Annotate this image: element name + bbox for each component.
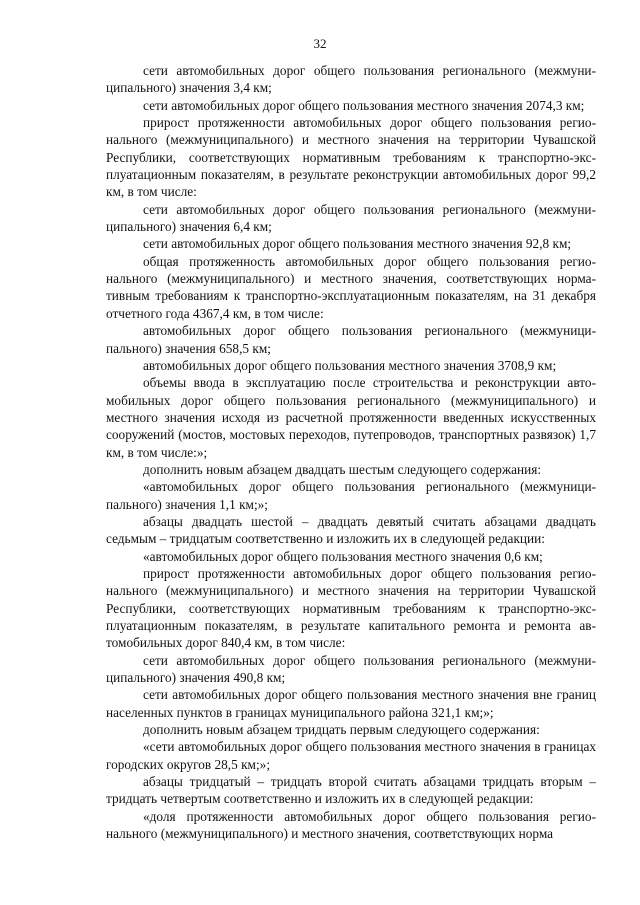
paragraph: абзацы тридцатый – тридцать второй считать абзацами тридцать вторым – тридцать четвертым соответственно и изложить их в следующей редакции: [106, 774, 596, 807]
paragraph: автомобильных дорог общего пользования регионального (межмуниципального) значения 658,5 км; [106, 323, 596, 356]
paragraph: сети автомобильных дорог общего пользования местного значения вне границ населенных пунктов в границах муниципального района 321,1 км;»; [106, 687, 596, 720]
paragraph: объемы ввода в эксплуатацию после строительства и реконструкции автомобильных дорог общего пользования регионального (межмуниципального) и местного значения исходя из расчетной протяженности введенных искусственных сооружений (мостов, мостовых переходов, путепроводов, транспортных развязок) 1,7 км, в том числе:»; [106, 375, 596, 460]
paragraph: абзацы двадцать шестой – двадцать девятый считать абзацами двадцать седьмым – тридцатым соответственно и изложить их в следующей редакции: [106, 513, 596, 547]
paragraph: «сети автомобильных дорог общего пользования местного значения в границах городских округов 28,5 км;»; [106, 739, 596, 772]
document-body [106, 62, 596, 842]
page-number: 32 [313, 36, 327, 51]
paragraph: дополнить новым абзацем тридцать первым следующего содержания: [143, 722, 540, 738]
paragraph: дополнить новым абзацем двадцать шестым следующего содержания: [143, 461, 542, 477]
paragraph: сети автомобильных дорог общего пользования местного значения 92,8 км; [143, 236, 572, 252]
paragraph: сети автомобильных дорог общего пользования регионального (межмуниципального) значения 6,4 км; [106, 201, 596, 235]
paragraph: «доля протяженности автомобильных дорог общего пользования регионального (межмуниципального) и местного значения, соответствующих норма [106, 808, 596, 842]
paragraph: «автомобильных дорог общего пользования регионального (межмуниципального) значения 1,1 км;»; [106, 479, 596, 512]
paragraph: прирост протяженности автомобильных дорог общего пользования регионального (межмуниципального) и местного значения на территории Чувашской Республики, соответствующих нормативным требованиям к транспортно-эксплуатационным показателям, в результате капитального ремонта и ремонта автомобильных дорог 840,4 км, в том числе: [106, 565, 596, 651]
paragraph: прирост протяженности автомобильных дорог общего пользования регионального (межмуниципального) и местного значения на территории Чувашской Республики, соответствующих нормативным требованиям к транспортно-эксплуатационным показателям, в результате реконструкции автомобильных дорог 99,2 км, в том числе: [106, 115, 596, 200]
paragraph: сети автомобильных дорог общего пользования местного значения 2074,3 км; [143, 97, 585, 113]
paragraph: сети автомобильных дорог общего пользования регионального (межмуниципального) значения 3,4 км; [106, 63, 596, 96]
paragraph: «автомобильных дорог общего пользования местного значения 0,6 км; [143, 548, 543, 564]
paragraph: сети автомобильных дорог общего пользования регионального (межмуниципального) значения 490,8 км; [106, 652, 596, 686]
paragraph: автомобильных дорог общего пользования местного значения 3708,9 км; [143, 357, 557, 373]
paragraph: общая протяженность автомобильных дорог общего пользования регионального (межмуниципального) и местного значения, соответствующих нормативным требованиям к транспортно-эксплуатационным показателям, на 31 декабря отчетного года 4367,4 км, в том числе: [106, 253, 596, 321]
